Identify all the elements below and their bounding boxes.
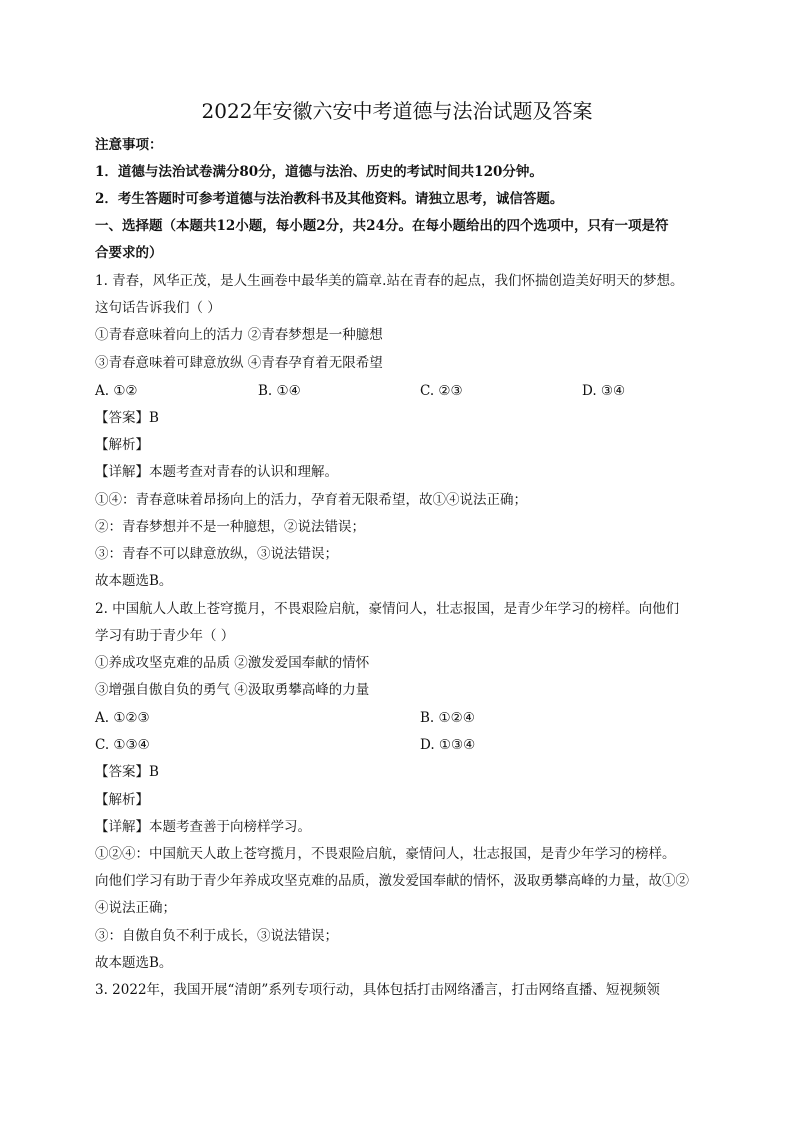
q1-analysis-label: 【解析】 — [95, 437, 149, 453]
q1-stem-line-2: 这句话告诉我们（ ） — [95, 300, 221, 316]
q2-option-d: D. ①③④ — [420, 737, 476, 753]
q2-explain-5: 故本题选B。 — [95, 955, 173, 971]
q2-statements-1: ①养成攻坚克难的品质 ②激发爱国奉献的情怀 — [95, 655, 370, 671]
q2-answer: 【答案】B — [95, 764, 159, 780]
q2-stem-line-2: 学习有助于青少年（ ） — [95, 628, 235, 644]
q1-explain-2: ②：青春梦想并不是一种臆想，②说法错误； — [95, 519, 365, 535]
q1-statements-2: ③青春意味着可肆意放纵 ④青春孕育着无限希望 — [95, 355, 383, 371]
section-heading-line-2: 合要求的） — [95, 245, 163, 261]
q2-option-a: A. ①②③ — [95, 710, 150, 726]
q1-stem-line-1: 1. 青春，风华正茂，是人生画卷中最华美的篇章.站在青春的起点，我们怀揣创造美好明天的梦想。 — [95, 273, 684, 289]
q1-option-d: D. ③④ — [582, 383, 626, 399]
q2-option-c: C. ①③④ — [95, 737, 150, 753]
q1-answer: 【答案】B — [95, 410, 159, 426]
q2-analysis-label: 【解析】 — [95, 792, 149, 808]
section-heading-line-1: 一、选择题（本题共12小题，每小题2分，共24分。在每小题给出的四个选项中，只有一项是符 — [95, 218, 669, 234]
q2-explain-3: ④说法正确； — [95, 900, 176, 916]
q2-option-b: B. ①②④ — [420, 710, 475, 726]
q1-detail: 【详解】本题考查对青春的认识和理解。 — [95, 464, 338, 480]
q1-explain-4: 故本题选B。 — [95, 573, 173, 589]
q2-detail: 【详解】本题考查善于向榜样学习。 — [95, 819, 311, 835]
q2-statements-2: ③增强自傲自负的勇气 ④汲取勇攀高峰的力量 — [95, 682, 370, 698]
q1-explain-3: ③：青春不可以肆意放纵，③说法错误； — [95, 546, 338, 562]
notice-item-1: 1．道德与法治试卷满分80分，道德与法治、历史的考试时间共120分钟。 — [95, 164, 543, 180]
q1-statements-1: ①青春意味着向上的活力 ②青春梦想是一种臆想 — [95, 327, 383, 343]
q1-option-c: C. ②③ — [420, 383, 463, 399]
q1-option-b: B. ①④ — [258, 383, 301, 399]
notice-item-2: 2．考生答题时可参考道德与法治教科书及其他资料。请独立思考，诚信答题。 — [95, 191, 564, 207]
q2-explain-1: ①②④：中国航天人敢上苍穹揽月，不畏艰险启航，豪情问人，壮志报国，是青少年学习的榜样。 — [95, 846, 676, 862]
q1-option-a: A. ①② — [95, 383, 138, 399]
q2-stem-line-1: 2. 中国航人人敢上苍穹揽月，不畏艰险启航，豪情问人，壮志报国，是青少年学习的榜样。向他们 — [95, 601, 680, 617]
notice-heading: 注意事项： — [95, 137, 163, 153]
page-title: 2022年安徽六安中考道德与法治试题及答案 — [201, 99, 593, 123]
q1-explain-1: ①④：青春意味着昂扬向上的活力，孕育着无限希望，故①④说法正确； — [95, 492, 527, 508]
q2-explain-4: ③：自傲自负不利于成长，③说法错误； — [95, 928, 338, 944]
q2-explain-2: 向他们学习有助于青少年养成攻坚克难的品质，激发爱国奉献的情怀，汲取勇攀高峰的力量，故①② — [95, 873, 689, 889]
q3-stem-line-1: 3. 2022年，我国开展“清朗”系列专项行动，具体包括打击网络潘言，打击网络直播、短视频领 — [95, 982, 660, 998]
